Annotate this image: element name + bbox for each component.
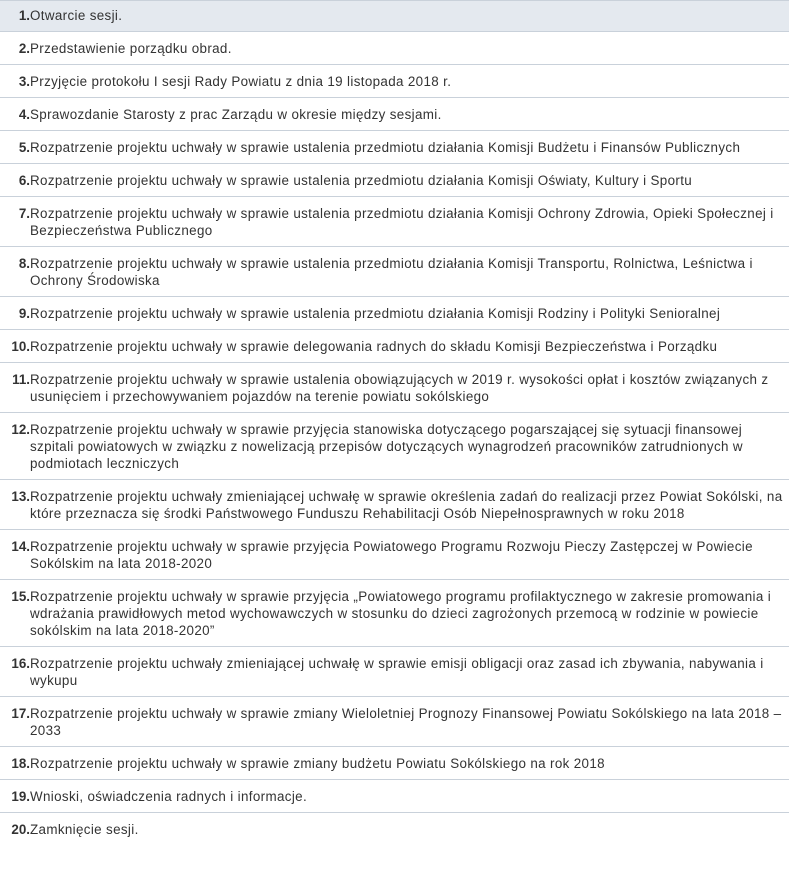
item-number: 11.	[12, 372, 30, 387]
item-number: 1.	[18, 8, 30, 23]
agenda-item	[0, 330, 789, 363]
agenda-item	[0, 813, 789, 845]
item-number: 15.	[11, 589, 30, 604]
item-number: 4.	[18, 107, 30, 122]
item-text: Rozpatrzenie projektu uchwały zmieniającej uchwałę w sprawie określenia zadań do realizacji przez Powiat Sokólski, na które przeznacza się środki Państwowego Funduszu Rehabilitacji Osób Niepełnosprawnych w roku 2018	[30, 489, 783, 521]
item-number: 8.	[18, 256, 30, 271]
item-text: Rozpatrzenie projektu uchwały w sprawie ustalenia przedmiotu działania Komisji Oświaty, Kultury i Sportu	[30, 173, 693, 188]
item-number: 9.	[18, 306, 30, 321]
agenda-item	[0, 697, 789, 747]
item-text: Rozpatrzenie projektu uchwały w sprawie ustalenia przedmiotu działania Komisji Transportu, Rolnictwa, Leśnictwa i Ochrony Środowiska	[30, 256, 753, 288]
agenda-item	[0, 580, 789, 647]
item-number: 6.	[18, 173, 30, 188]
item-number: 5.	[18, 140, 30, 155]
item-text: Rozpatrzenie projektu uchwały w sprawie przyjęcia stanowiska dotyczącego pogarszającej się sytuacji finansowej szpitali powiatowych w związku z nowelizacją przepisów dotyczących wynagrodzeń pracowników zatrudnionych w podmiotach leczniczych	[30, 422, 743, 471]
agenda-item	[0, 98, 789, 131]
agenda-item	[0, 297, 789, 330]
item-text: Wnioski, oświadczenia radnych i informacje.	[30, 789, 308, 804]
item-text: Rozpatrzenie projektu uchwały w sprawie przyjęcia Powiatowego Programu Rozwoju Pieczy Zastępczej w Powiecie Sokólskim na lata 2018-2020	[30, 539, 753, 571]
agenda-item	[0, 480, 789, 530]
item-text: Przedstawienie porządku obrad.	[30, 41, 232, 56]
item-text: Otwarcie sesji.	[30, 8, 123, 23]
item-text: Rozpatrzenie projektu uchwały w sprawie zmiany Wieloletniej Prognozy Finansowej Powiatu Sokólskiego na lata 2018 – 2033	[30, 706, 782, 738]
item-text: Zamknięcie sesji.	[30, 822, 139, 837]
agenda-item	[0, 647, 789, 697]
item-text: Rozpatrzenie projektu uchwały w sprawie ustalenia przedmiotu działania Komisji Ochrony Zdrowia, Opieki Społecznej i Bezpieczeństwa Publicznego	[30, 206, 774, 238]
item-number: 17.	[11, 706, 30, 721]
agenda-item	[0, 413, 789, 480]
agenda-item	[0, 247, 789, 297]
item-number: 19.	[11, 789, 30, 804]
item-text: Rozpatrzenie projektu uchwały w sprawie ustalenia przedmiotu działania Komisji Budżetu i Finansów Publicznych	[30, 140, 741, 155]
item-text: Rozpatrzenie projektu uchwały w sprawie ustalenia obowiązujących w 2019 r. wysokości opłat i kosztów związanych z usunięciem i przechowywaniem pojazdów na terenie powiatu sokólskiego	[30, 372, 769, 404]
item-number: 10.	[11, 339, 30, 354]
item-text: Rozpatrzenie projektu uchwały w sprawie delegowania radnych do składu Komisji Bezpieczeństwa i Porządku	[30, 339, 718, 354]
agenda-item	[0, 780, 789, 813]
agenda-item	[0, 32, 789, 65]
item-number: 16.	[11, 656, 30, 671]
item-text: Sprawozdanie Starosty z prac Zarządu w okresie między sesjami.	[30, 107, 442, 122]
item-number: 12.	[11, 422, 30, 437]
item-number: 20.	[11, 822, 30, 837]
item-text: Rozpatrzenie projektu uchwały zmieniającej uchwałę w sprawie emisji obligacji oraz zasad ich zbywania, nabywania i wykupu	[30, 656, 764, 688]
item-number: 2.	[18, 41, 30, 56]
item-number: 7.	[18, 206, 30, 221]
agenda-item	[0, 0, 789, 32]
agenda-item	[0, 197, 789, 247]
agenda-item	[0, 164, 789, 197]
agenda-item	[0, 530, 789, 580]
item-number: 13.	[11, 489, 30, 504]
item-text: Przyjęcie protokołu I sesji Rady Powiatu z dnia 19 listopada 2018 r.	[30, 74, 452, 89]
agenda-item	[0, 363, 789, 413]
item-number: 14.	[11, 539, 30, 554]
item-number: 18.	[11, 756, 30, 771]
item-text: Rozpatrzenie projektu uchwały w sprawie przyjęcia „Powiatowego programu profilaktycznego w zakresie promowania i wdrażania prawidłowych metod wychowawczych w stosunku do dzieci zagrożonych przemocą w rodzinie w powiecie sokólskim na lata 2018-2020”	[30, 589, 772, 638]
item-number: 3.	[18, 74, 30, 89]
item-text: Rozpatrzenie projektu uchwały w sprawie ustalenia przedmiotu działania Komisji Rodziny i Polityki Senioralnej	[30, 306, 721, 321]
agenda-item	[0, 747, 789, 780]
agenda-item	[0, 65, 789, 98]
item-text: Rozpatrzenie projektu uchwały w sprawie zmiany budżetu Powiatu Sokólskiego na rok 2018	[30, 756, 605, 771]
agenda-item	[0, 131, 789, 164]
